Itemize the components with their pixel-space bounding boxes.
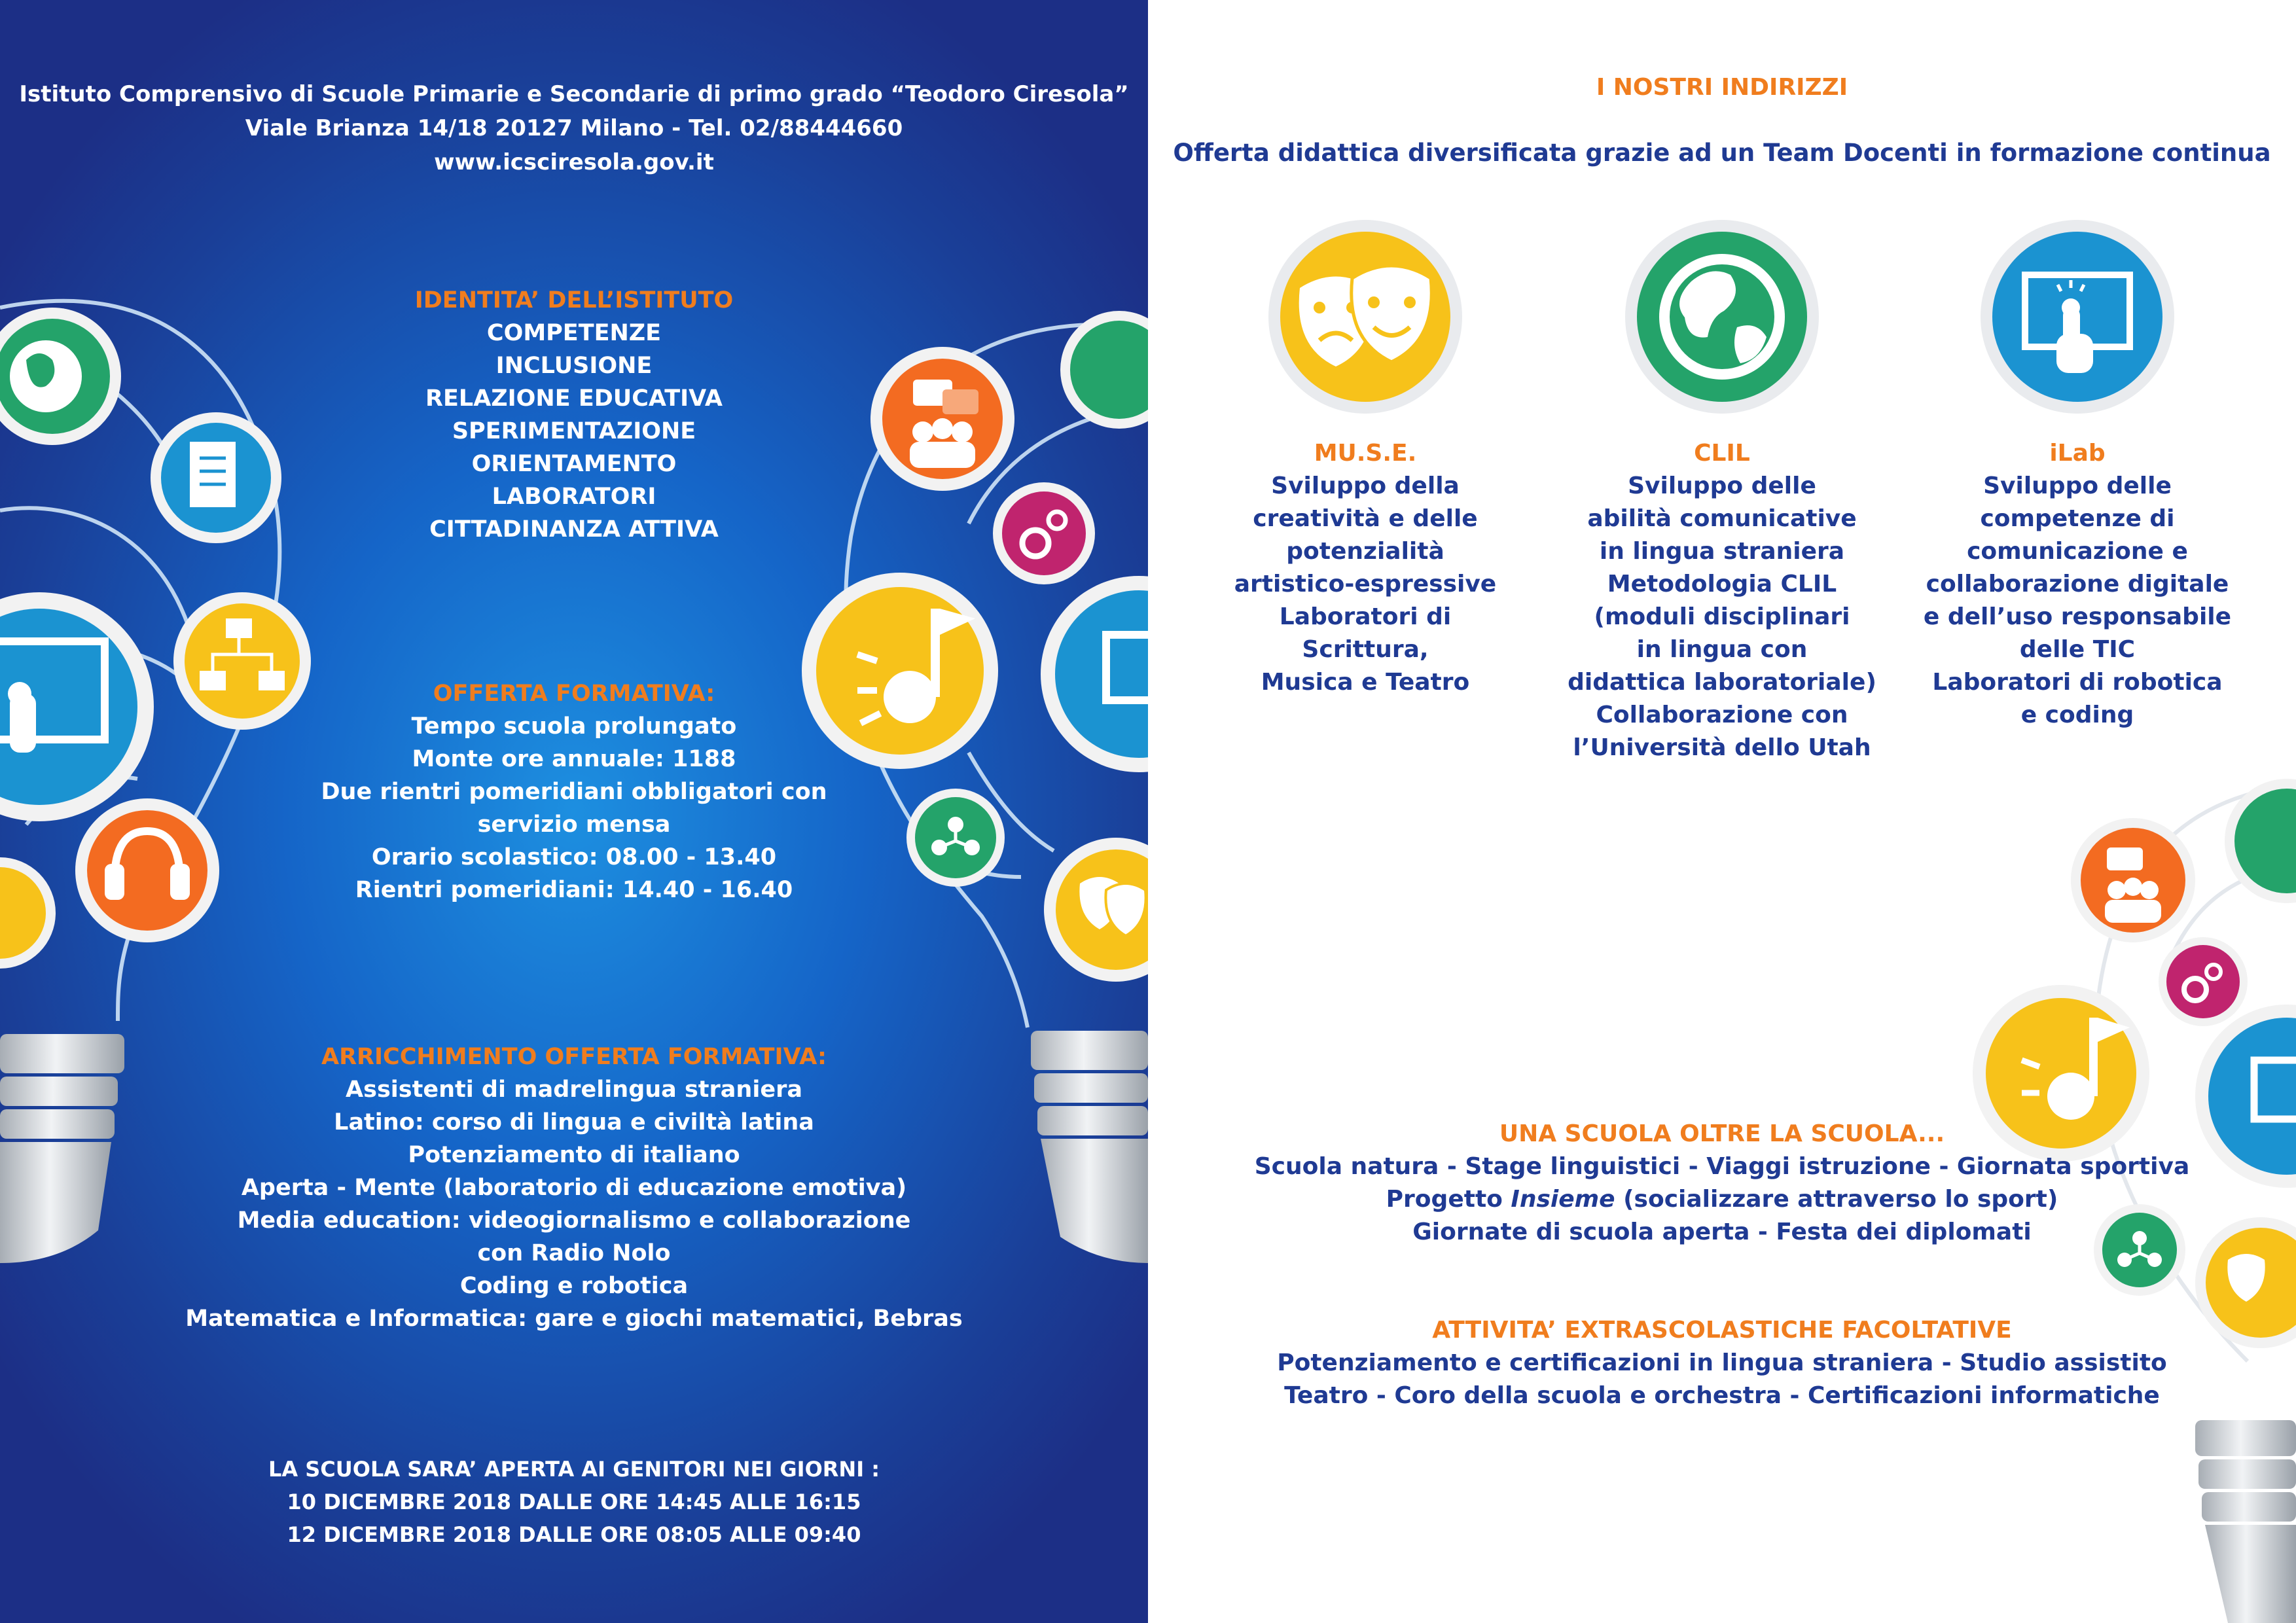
- program-line: (moduli disciplinari: [1594, 603, 1850, 630]
- project-suffix: (socializzare attraverso lo sport): [1615, 1186, 2058, 1213]
- offer-line: servizio mensa: [477, 812, 671, 838]
- program-muse: [1208, 437, 1522, 699]
- right-bulb-icons-2: [1973, 779, 2296, 1348]
- right-panel: [1148, 0, 2296, 1623]
- program-line: Sviluppo della: [1271, 473, 1460, 499]
- enrichment-section: [0, 1041, 1148, 1335]
- program-icons: [1148, 0, 2296, 458]
- beyond-title: UNA SCUOLA OLTRE LA SCUOLA...: [1499, 1120, 1945, 1147]
- program-title: MU.S.E.: [1314, 440, 1417, 467]
- openday-line: LA SCUOLA SARA’ APERTA AI GENITORI NEI GIORNI :: [268, 1457, 880, 1482]
- offer-line: Due rientri pomeridiani obbligatori con: [321, 779, 827, 805]
- offer-line: Monte ore annuale: 1188: [412, 746, 736, 772]
- identity-item: SPERIMENTAZIONE: [452, 418, 696, 444]
- program-line: didattica laboratoriale): [1568, 669, 1876, 696]
- program-line: Musica e Teatro: [1261, 669, 1470, 696]
- school-header: [0, 77, 1148, 179]
- school-name: Istituto Comprensivo di Scuole Primarie e Secondarie di primo grado “Teodoro Ciresola”: [19, 81, 1129, 107]
- identity-item: LABORATORI: [492, 484, 656, 510]
- program-line: Laboratori di: [1279, 603, 1452, 630]
- identity-item: RELAZIONE EDUCATIVA: [425, 385, 723, 412]
- beyond-line: Scuola natura - Stage linguistici - Viaggi istruzione - Giornata sportiva: [1254, 1153, 2190, 1180]
- offer-line: Orario scolastico: 08.00 - 13.40: [371, 844, 777, 870]
- program-line: l’Università dello Utah: [1573, 734, 1871, 761]
- program-line: competenze di: [1980, 505, 2175, 532]
- program-title: iLab: [2049, 440, 2106, 467]
- globe-icon: [1625, 220, 1819, 414]
- offer-line: Tempo scuola prolungato: [411, 713, 737, 740]
- school-address: Viale Brianza 14/18 20127 Milano - Tel. 02/88444660: [245, 115, 903, 141]
- beyond-line-project: [1148, 1183, 2296, 1216]
- openday-line: 12 DICEMBRE 2018 DALLE ORE 08:05 ALLE 09:40: [287, 1522, 861, 1547]
- program-clil: [1552, 437, 1892, 764]
- program-line: e coding: [2020, 702, 2134, 728]
- program-line: Laboratori di robotica: [1932, 669, 2223, 696]
- enrichment-line: Matematica e Informatica: gare e giochi matematici, Bebras: [185, 1306, 963, 1332]
- touchscreen-hand-icon: [1981, 220, 2174, 414]
- identity-item: ORIENTAMENTO: [471, 451, 677, 477]
- extra-line: Potenziamento e certificazioni in lingua straniera - Studio assistito: [1277, 1349, 2167, 1376]
- identity-item: COMPETENZE: [486, 320, 662, 346]
- program-line: Sviluppo delle: [1983, 473, 2172, 499]
- enrichment-line: Coding e robotica: [459, 1273, 689, 1299]
- program-line: abilità comunicative: [1587, 505, 1857, 532]
- enrichment-line: con Radio Nolo: [477, 1240, 671, 1266]
- identity-section: [0, 284, 1148, 546]
- beyond-line: Giornate di scuola aperta - Festa dei diplomati: [1412, 1219, 2032, 1245]
- enrichment-line: Media education: videogiornalismo e collaborazione: [237, 1207, 911, 1234]
- offer-title: OFFERTA FORMATIVA:: [433, 681, 715, 707]
- program-line: in lingua con: [1636, 636, 1808, 663]
- subtitle-text: Offerta didattica diversificata grazie ad un Team Docenti in formazione continua: [1173, 139, 2271, 167]
- addresses-title-text: I NOSTRI INDIRIZZI: [1596, 74, 1848, 101]
- program-line: potenzialità: [1286, 538, 1444, 565]
- enrichment-line: Potenziamento di italiano: [408, 1142, 740, 1168]
- enrichment-line: Latino: corso di lingua e civiltà latina: [334, 1109, 814, 1135]
- offer-section: [0, 677, 1148, 906]
- program-title: CLIL: [1694, 440, 1750, 467]
- program-line: artistico-espressive: [1234, 571, 1497, 597]
- school-website[interactable]: www.icsciresola.gov.it: [434, 149, 714, 175]
- extra-section: [1148, 1314, 2296, 1412]
- program-line: in lingua straniera: [1599, 538, 1845, 565]
- program-line: comunicazione e: [1967, 538, 2188, 565]
- enrichment-line: Assistenti di madrelingua straniera: [346, 1077, 802, 1103]
- program-line: creatività e delle: [1253, 505, 1478, 532]
- project-prefix: Progetto: [1386, 1186, 1511, 1213]
- enrichment-line: Aperta - Mente (laboratorio di educazione emotiva): [241, 1175, 907, 1201]
- offer-line: Rientri pomeridiani: 14.40 - 16.40: [355, 877, 793, 903]
- program-ilab: [1907, 437, 2248, 732]
- enrichment-title: ARRICCHIMENTO OFFERTA FORMATIVA:: [321, 1044, 827, 1070]
- theater-masks-icon: [1268, 220, 1462, 414]
- identity-item: INCLUSIONE: [495, 353, 653, 379]
- extra-title: ATTIVITA’ EXTRASCOLASTICHE FACOLTATIVE: [1432, 1317, 2012, 1344]
- program-line: Scrittura,: [1302, 636, 1429, 663]
- project-name: Insieme: [1511, 1186, 1615, 1213]
- program-line: Collaborazione con: [1596, 702, 1848, 728]
- extra-line: Teatro - Coro della scuola e orchestra - Certificazioni informatiche: [1284, 1382, 2160, 1409]
- program-line: delle TIC: [2019, 636, 2136, 663]
- program-line: collaborazione digitale: [1926, 571, 2229, 597]
- program-line: e dell’uso responsabile: [1923, 603, 2232, 630]
- program-line: Sviluppo delle: [1628, 473, 1816, 499]
- right-bulb-base-2: [2195, 1420, 2296, 1623]
- identity-title: IDENTITA’ DELL’ISTITUTO: [414, 287, 734, 313]
- openday-line: 10 DICEMBRE 2018 DALLE ORE 14:45 ALLE 16:15: [287, 1489, 861, 1514]
- beyond-section: [1148, 1118, 2296, 1249]
- program-line: Metodologia CLIL: [1607, 571, 1837, 597]
- identity-item: CITTADINANZA ATTIVA: [429, 516, 719, 543]
- openday-section: [0, 1453, 1148, 1551]
